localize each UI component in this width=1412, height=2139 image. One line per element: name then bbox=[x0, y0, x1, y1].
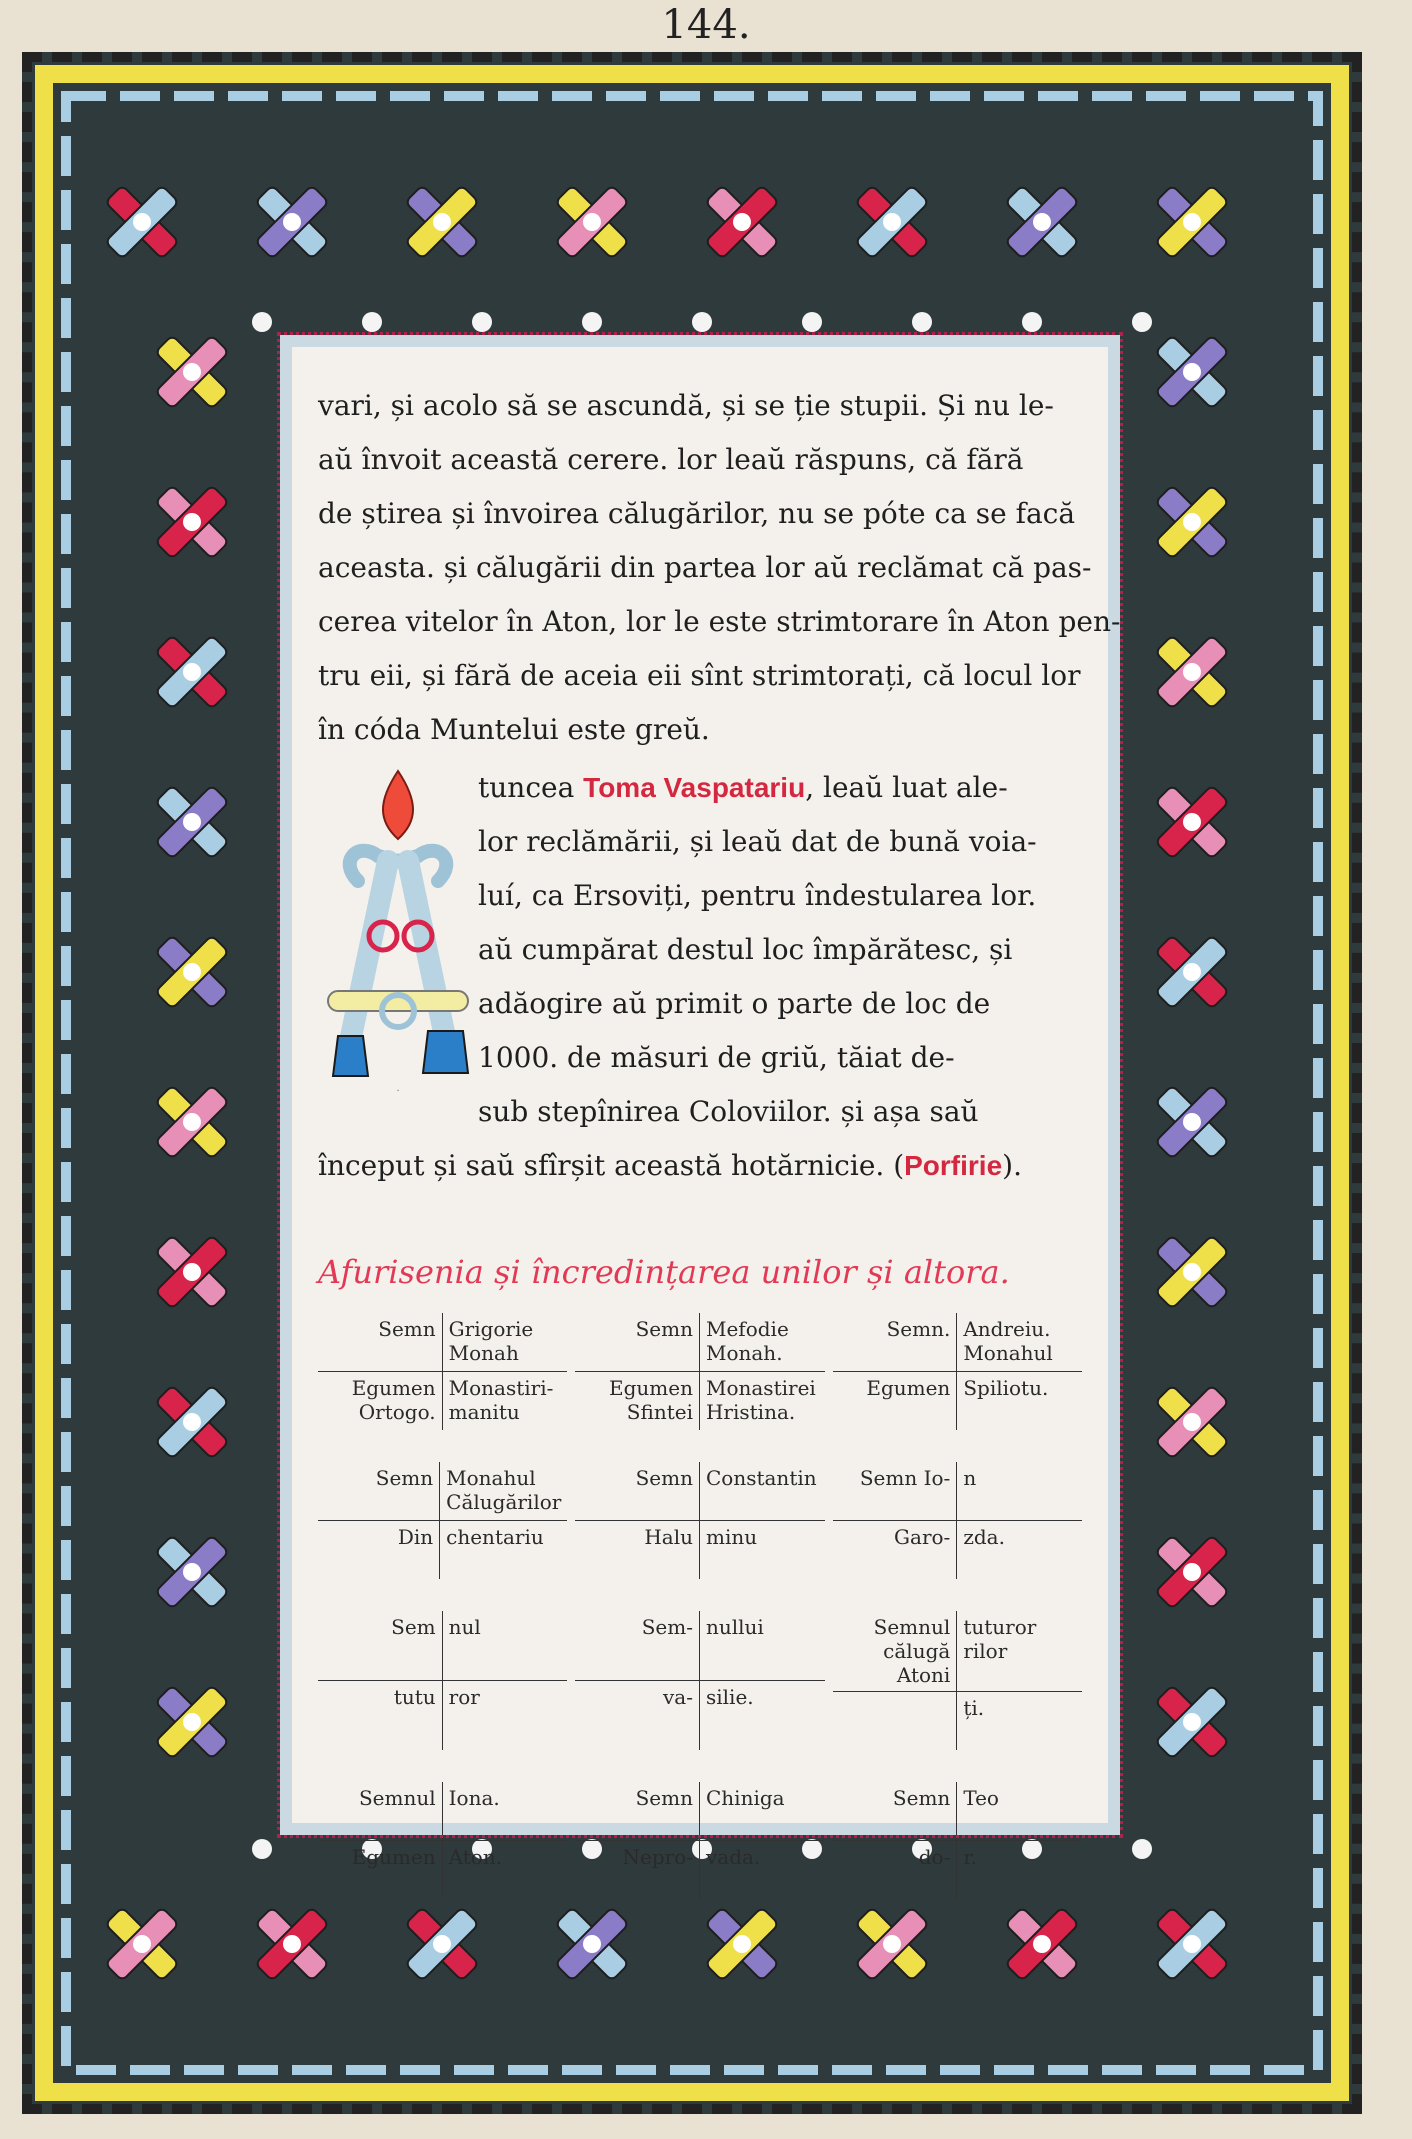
section-title: Afurisenia și încredințarea unilor și altora. bbox=[318, 1253, 1010, 1291]
signature-text: Halu bbox=[575, 1521, 700, 1579]
signature-cross bbox=[833, 1782, 1082, 1899]
white-dot bbox=[802, 312, 822, 332]
knot-motif bbox=[835, 1887, 948, 2000]
signature-text: Monastirei Hristina. bbox=[705, 1376, 816, 1424]
signature-text: Semn bbox=[575, 1462, 700, 1521]
signature-text: Egumen Ortogo. bbox=[318, 1372, 443, 1430]
signature-text: Egumen bbox=[318, 1841, 443, 1899]
signature-text bbox=[833, 1692, 958, 1750]
signature-text: Sem bbox=[318, 1611, 443, 1681]
knot-motif bbox=[135, 765, 248, 878]
knot-motif bbox=[535, 165, 648, 278]
signature-text: Andreiu. Monahul bbox=[957, 1313, 1082, 1372]
page-number: 144. bbox=[661, 2, 751, 48]
signature-text: Monahul Călugărilor bbox=[440, 1462, 567, 1521]
knot-motif bbox=[135, 1065, 248, 1178]
white-dot bbox=[582, 312, 602, 332]
signature-cross bbox=[833, 1462, 1082, 1579]
name-highlight: Toma Vaspatariu bbox=[583, 772, 806, 803]
knot-motif bbox=[85, 165, 198, 278]
signature-cross bbox=[575, 1611, 824, 1750]
signature-text: Mefodie Monah. bbox=[700, 1313, 825, 1372]
knot-motif bbox=[1135, 315, 1248, 428]
knot-motif bbox=[385, 1887, 498, 2000]
knot-motif bbox=[685, 1887, 798, 2000]
body-line: luí, ca Ersoviți, pentru îndestularea lor. bbox=[478, 879, 1037, 912]
signature-text: Semnul călugă Atoni bbox=[833, 1611, 958, 1692]
signature-text: Egumen Sfintei bbox=[575, 1372, 700, 1430]
signature-text: Semn bbox=[318, 1462, 440, 1521]
knot-motif bbox=[135, 1365, 248, 1478]
signature-cross bbox=[575, 1313, 824, 1430]
body-line: aceasta. și călugării din partea lor aŭ reclămat că pas- bbox=[318, 551, 1092, 584]
knot-motif bbox=[985, 165, 1098, 278]
signature-text: Monastiri-manitu bbox=[448, 1376, 554, 1424]
signature-cross bbox=[833, 1313, 1082, 1430]
knot-motif bbox=[1135, 1665, 1248, 1778]
knot-motif bbox=[135, 465, 248, 578]
signature-text: minu bbox=[705, 1525, 758, 1549]
signature-text: va- bbox=[575, 1681, 700, 1750]
signature-text: silie. bbox=[705, 1685, 754, 1709]
knot-motif bbox=[1135, 615, 1248, 728]
body-line: tuncea Toma Vaspatariu, leaŭ luat ale- bbox=[478, 771, 1008, 804]
illuminated-initial-a bbox=[318, 761, 478, 1091]
knot-motif bbox=[135, 1515, 248, 1628]
white-dot bbox=[252, 312, 272, 332]
knot-motif bbox=[235, 1887, 348, 2000]
signature-text: nullui bbox=[700, 1611, 825, 1681]
white-dot bbox=[472, 312, 492, 332]
body-line: sub stepînirea Coloviilor. și așa saŭ bbox=[478, 1095, 979, 1128]
knot-motif bbox=[1135, 1065, 1248, 1178]
signature-text: Iona. bbox=[443, 1782, 568, 1841]
body-line: 1000. de măsuri de griŭ, tăiat de- bbox=[478, 1041, 955, 1074]
signature-text: Semn bbox=[833, 1782, 958, 1841]
signature-text: Semn Io- bbox=[833, 1462, 958, 1521]
signature-text: n bbox=[957, 1462, 1082, 1521]
knot-motif bbox=[1135, 165, 1248, 278]
white-dot bbox=[1132, 1839, 1152, 1859]
knot-motif bbox=[1135, 915, 1248, 1028]
signature-text: ți. bbox=[963, 1696, 985, 1720]
knot-motif bbox=[235, 165, 348, 278]
illuminated-paragraph bbox=[318, 761, 1082, 1139]
signature-text: tuturor rilor bbox=[957, 1611, 1082, 1692]
signature-cross bbox=[318, 1611, 567, 1750]
signature-text: Egumen bbox=[833, 1372, 958, 1430]
signature-text: Semn bbox=[575, 1313, 700, 1372]
signature-text: Semn bbox=[318, 1313, 443, 1372]
knot-motif bbox=[135, 615, 248, 728]
author-highlight: Porfirie bbox=[904, 1150, 1003, 1181]
signature-cross bbox=[318, 1462, 567, 1579]
body-line: vari, și acolo să se ascundă, și se ție stupii. Și nu le- bbox=[318, 389, 1054, 422]
signature-cross bbox=[318, 1782, 567, 1899]
knot-motif bbox=[1135, 1365, 1248, 1478]
signature-text: Spiliotu. bbox=[963, 1376, 1049, 1400]
knot-motif bbox=[385, 165, 498, 278]
body-line: tru eii, și fără de aceia eii sînt strimtorați, că locul lor bbox=[318, 659, 1081, 692]
white-dot bbox=[362, 312, 382, 332]
knot-motif bbox=[135, 315, 248, 428]
signature-text: r. bbox=[963, 1845, 978, 1869]
signature-text: Teo bbox=[957, 1782, 1082, 1841]
signature-text: zda. bbox=[963, 1525, 1005, 1549]
body-line: de știrea și învoirea călugărilor, nu se póte ca se facă bbox=[318, 497, 1076, 530]
body-line: lor reclămării, și leaŭ dat de bună voia- bbox=[478, 825, 1037, 858]
signature-text: chentariu bbox=[446, 1525, 544, 1549]
signature-cross bbox=[318, 1313, 567, 1430]
signature-text: Din bbox=[318, 1521, 440, 1579]
white-dot bbox=[252, 1839, 272, 1859]
initial-letter: A bbox=[397, 1090, 399, 1091]
signature-text: tutu bbox=[318, 1681, 443, 1750]
signature-text: Chiniga bbox=[700, 1782, 825, 1841]
signature-table bbox=[318, 1313, 1082, 1899]
signature-cross bbox=[833, 1611, 1082, 1750]
knot-motif bbox=[1135, 765, 1248, 878]
white-dot bbox=[692, 312, 712, 332]
knot-motif bbox=[985, 1887, 1098, 2000]
signature-text: Sem- bbox=[575, 1611, 700, 1681]
knot-motif bbox=[135, 1215, 248, 1328]
body-line: cerea vitelor în Aton, lor le este strimtorare în Aton pen- bbox=[318, 605, 1121, 638]
signature-text: Grigorie Monah bbox=[443, 1313, 568, 1372]
white-dot bbox=[912, 312, 932, 332]
signature-text: Semn. bbox=[833, 1313, 958, 1372]
knot-motif bbox=[1135, 1887, 1248, 2000]
closing-line: început și saŭ sfîrșit această hotărnicie. (Porfirie). bbox=[318, 1149, 1022, 1182]
knot-motif bbox=[835, 165, 948, 278]
text-panel bbox=[280, 335, 1121, 1869]
knot-motif bbox=[1135, 1515, 1248, 1628]
signature-text: Nepro- bbox=[575, 1841, 700, 1899]
knot-motif bbox=[685, 165, 798, 278]
signature-text: nul bbox=[443, 1611, 568, 1681]
knot-motif bbox=[135, 1665, 248, 1778]
signature-text: Aton. bbox=[448, 1845, 503, 1869]
knot-motif bbox=[135, 915, 248, 1028]
body-paragraph bbox=[318, 379, 1121, 757]
initial-lines bbox=[478, 761, 1082, 1139]
body-line: aŭ învoit această cerere. lor leaŭ răspuns, că fără bbox=[318, 443, 1024, 476]
signature-text: ror bbox=[448, 1685, 480, 1709]
knot-motif bbox=[1135, 465, 1248, 578]
signature-cross bbox=[575, 1782, 824, 1899]
knot-motif bbox=[85, 1887, 198, 2000]
white-dot bbox=[1022, 312, 1042, 332]
signature-text: do- bbox=[833, 1841, 958, 1899]
body-line: în códa Muntelui este greŭ. bbox=[318, 713, 710, 746]
signature-text: vada. bbox=[705, 1845, 761, 1869]
body-line: adăogire aŭ primit o parte de loc de bbox=[478, 987, 991, 1020]
body-line: aŭ cumpărat destul loc împărătesc, și bbox=[478, 933, 1013, 966]
knot-motif bbox=[535, 1887, 648, 2000]
knot-motif bbox=[1135, 1215, 1248, 1328]
signature-text: Semn bbox=[575, 1782, 700, 1841]
signature-text: Garo- bbox=[833, 1521, 958, 1579]
signature-text: Constantin bbox=[700, 1462, 825, 1521]
signature-text: Semnul bbox=[318, 1782, 443, 1841]
white-dot bbox=[1132, 312, 1152, 332]
signature-cross bbox=[575, 1462, 824, 1579]
